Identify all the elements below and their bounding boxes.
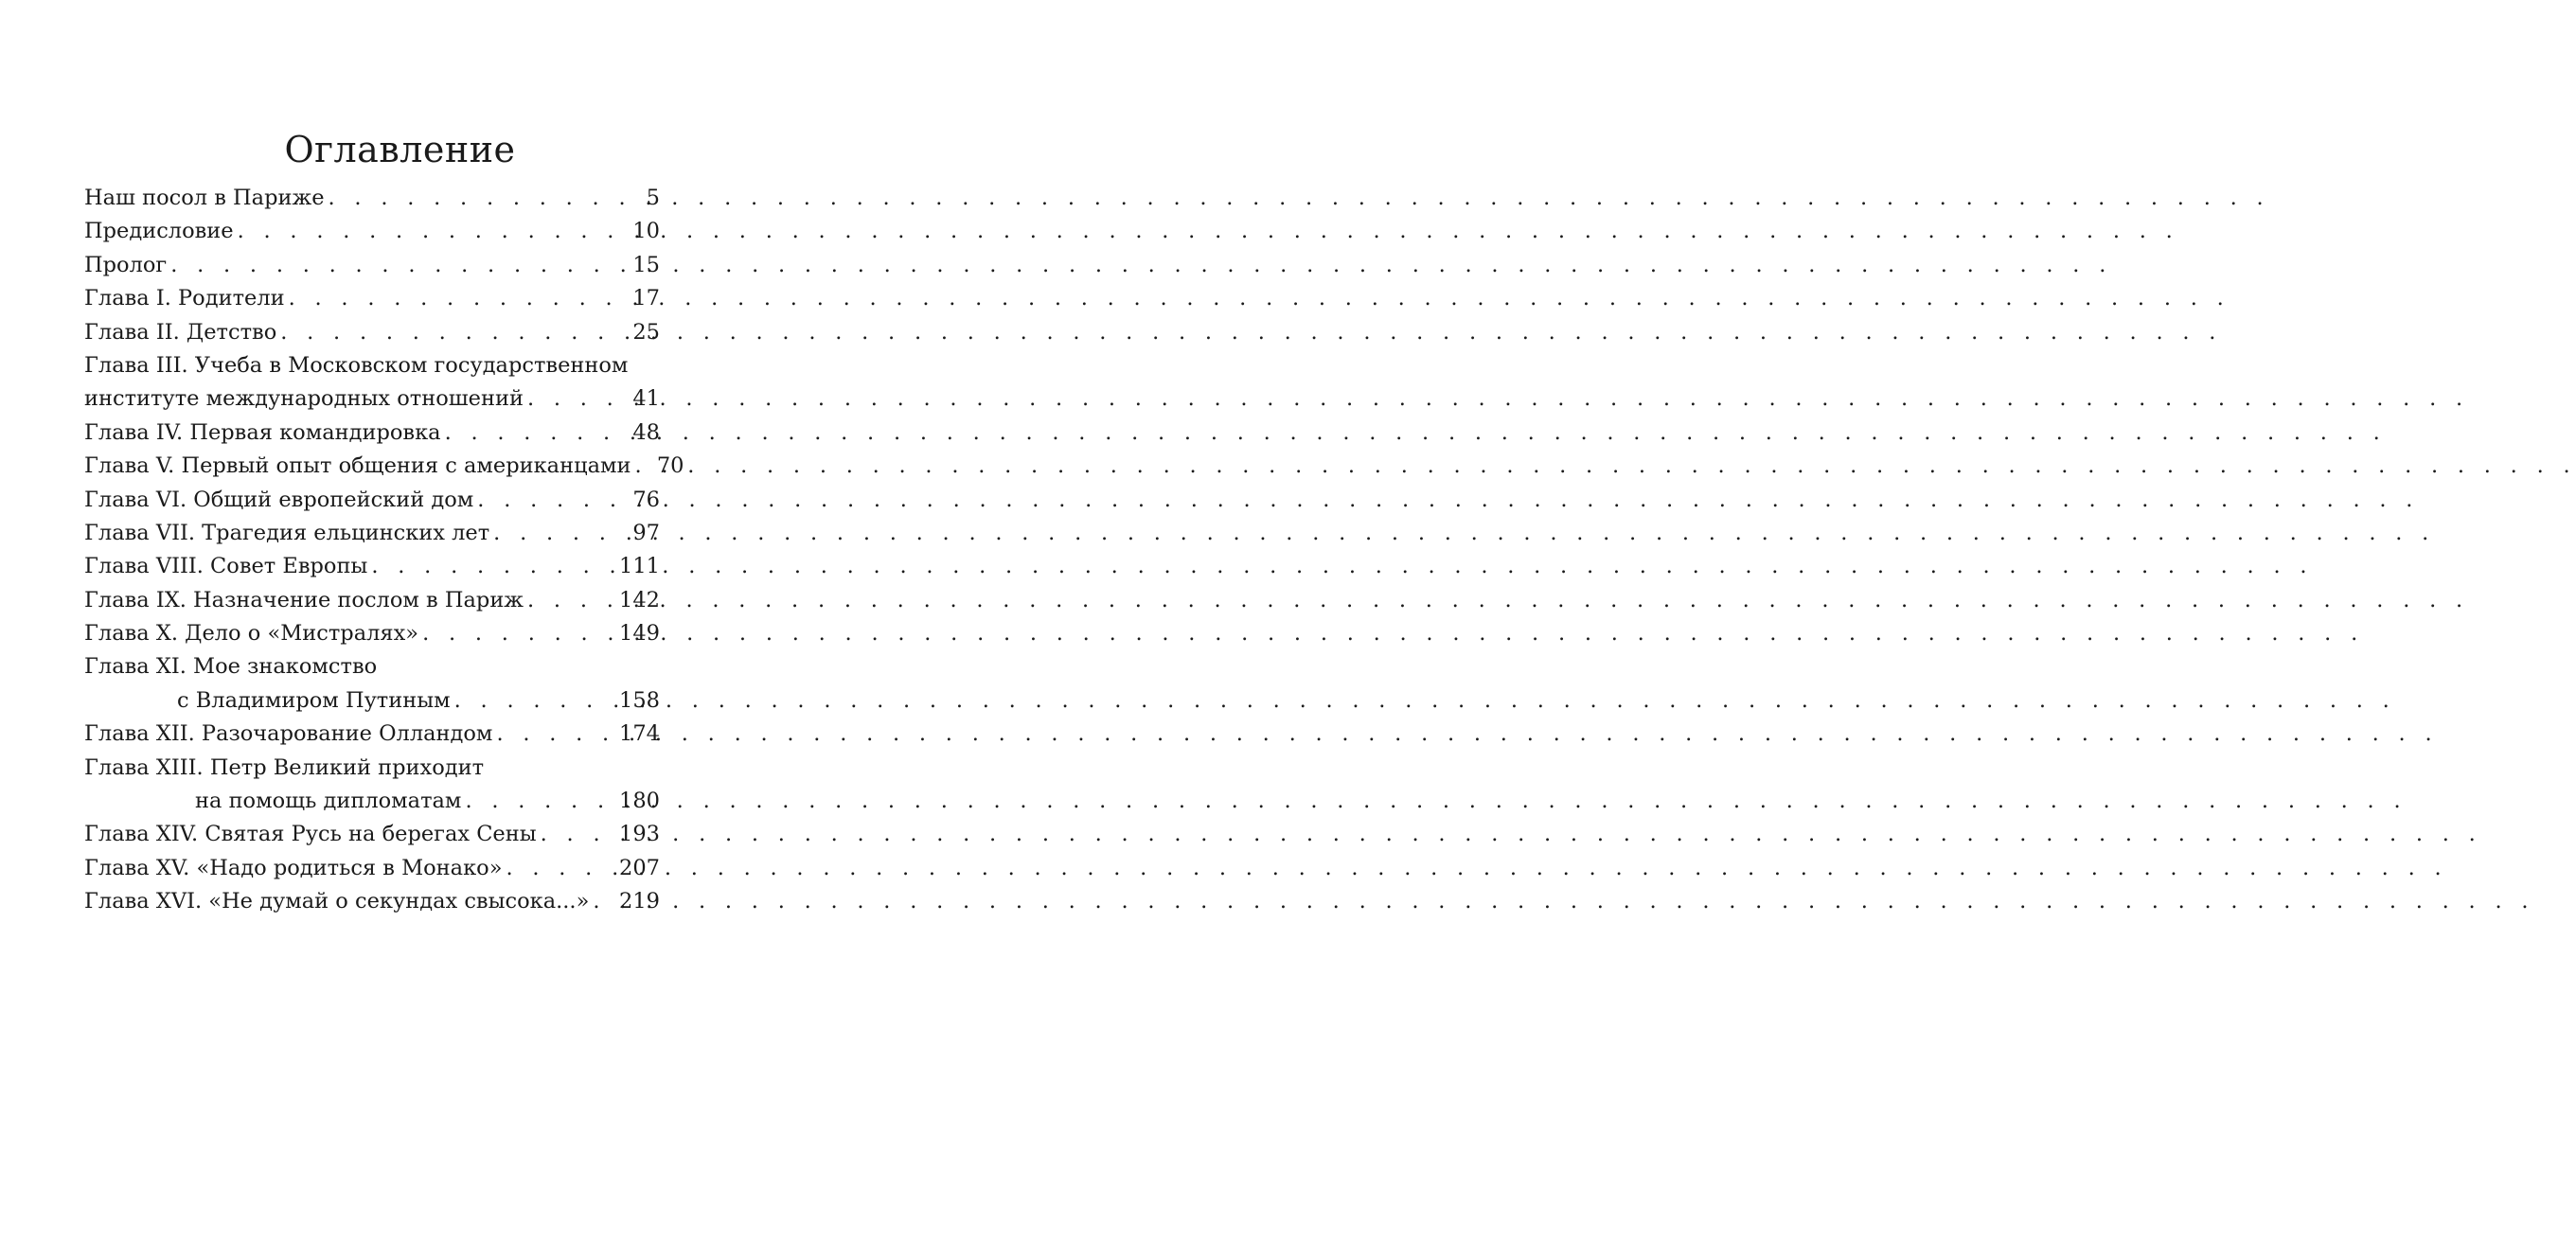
toc-entry-line xyxy=(84,718,660,751)
toc-entry-line xyxy=(84,617,660,650)
toc-entry-line xyxy=(84,484,660,517)
toc-entry-title: Глава XIV. Святая Русь на берегах Сены xyxy=(84,822,537,847)
dot-leader xyxy=(371,550,615,583)
toc-entry-title: Глава IX. Назначение послом в Париж xyxy=(84,587,524,612)
dot-leader xyxy=(329,182,618,215)
dot-leader xyxy=(493,517,618,550)
toc-entry-line xyxy=(84,215,660,248)
toc-page-number: 111 xyxy=(619,554,660,579)
toc-entry xyxy=(84,316,660,349)
toc-page-number: 5 xyxy=(646,186,660,210)
dot-leader xyxy=(289,282,618,315)
book-page xyxy=(0,0,800,1242)
toc-page-number: 97 xyxy=(632,520,660,545)
dot-leader xyxy=(465,785,615,818)
toc-page-number: 149 xyxy=(619,621,660,647)
dot-leader xyxy=(422,617,615,650)
toc-entry xyxy=(84,818,660,851)
toc-entry-title: на помощь дипломатам xyxy=(195,789,462,814)
toc-entry-title: Пролог xyxy=(84,252,168,277)
toc-entry-line-wrapped xyxy=(84,650,660,683)
toc-entry xyxy=(84,852,660,885)
toc-entry xyxy=(84,182,660,215)
toc-entry xyxy=(84,584,660,617)
toc-entry-line xyxy=(84,450,684,483)
toc-entry-line xyxy=(84,182,660,215)
toc-entry-line xyxy=(84,852,660,885)
toc-page-number: 174 xyxy=(619,721,660,747)
dot-leader xyxy=(527,584,615,617)
toc-entry-line xyxy=(84,550,660,583)
dot-leader xyxy=(506,852,615,885)
toc-entry-line xyxy=(84,282,660,315)
toc-entry-title: Глава I. Родители xyxy=(84,286,285,311)
toc-entry-title: Глава II. Детство xyxy=(84,319,277,345)
toc-entry xyxy=(84,617,660,650)
toc-page-number: 193 xyxy=(619,822,660,847)
toc-entry xyxy=(84,885,660,918)
toc-entry-line-wrapped xyxy=(84,752,660,785)
toc-page-number: 158 xyxy=(619,687,660,713)
toc-entry-line xyxy=(84,584,660,617)
toc-entry xyxy=(84,550,660,583)
toc-entry-line xyxy=(84,684,660,718)
toc-entry-line-wrapped xyxy=(84,349,660,382)
toc-entry-line xyxy=(84,316,660,349)
table-of-contents xyxy=(84,182,684,919)
toc-entry-line xyxy=(84,382,660,416)
toc-page-number: 10 xyxy=(632,219,660,244)
dot-leader xyxy=(454,684,615,718)
toc-entry xyxy=(84,249,660,282)
toc-entry xyxy=(84,517,660,550)
dot-leader xyxy=(634,450,642,483)
toc-entry-line xyxy=(84,517,660,550)
dot-leader xyxy=(477,484,618,517)
toc-entry xyxy=(84,349,660,417)
toc-page-number: 48 xyxy=(632,419,660,445)
toc-page-number: 207 xyxy=(619,855,660,880)
dot-leader xyxy=(541,818,615,851)
toc-entry-line xyxy=(84,417,660,450)
toc-page-number: 15 xyxy=(632,252,660,277)
toc-entry-title: Предисловие xyxy=(84,219,234,244)
dot-leader xyxy=(527,382,618,416)
toc-page-number: 41 xyxy=(632,386,660,412)
toc-entry-title: Глава XII. Разочарование Олландом xyxy=(84,721,493,747)
toc-entry-title: Глава IV. Первая командировка xyxy=(84,419,441,445)
toc-page-number: 17 xyxy=(632,286,660,311)
toc-page-number: 142 xyxy=(619,587,660,612)
toc-entry-title: Глава V. Первый опыт общения с американцами xyxy=(84,453,631,479)
toc-entry xyxy=(84,752,660,819)
toc-entry-line xyxy=(84,885,660,918)
dot-leader xyxy=(238,215,618,248)
toc-entry-title: Глава VII. Трагедия ельцинских лет xyxy=(84,520,490,545)
dot-leader xyxy=(170,249,618,282)
page-title: Оглавление xyxy=(284,129,516,170)
toc-entry-line xyxy=(84,818,660,851)
toc-entry xyxy=(84,718,660,751)
toc-page-number: 70 xyxy=(656,453,684,479)
toc-entry-title: институте международных отношений xyxy=(84,386,524,412)
toc-entry-title: Глава XIII. Петр Великий приходит xyxy=(84,754,485,780)
dot-leader xyxy=(593,885,615,918)
toc-entry-title: Глава VIII. Совет Европы xyxy=(84,554,368,579)
toc-entry-title: Глава XI. Мое знакомство xyxy=(84,654,378,680)
toc-entry-title: Глава VI. Общий европейский дом xyxy=(84,487,474,512)
toc-entry-title: Глава III. Учеба в Московском государственном xyxy=(84,352,629,378)
toc-page-number: 219 xyxy=(619,889,660,914)
toc-entry xyxy=(84,417,660,450)
toc-entry xyxy=(84,450,684,483)
toc-entry-line xyxy=(84,249,660,282)
toc-page-number: 180 xyxy=(619,789,660,814)
dot-leader xyxy=(280,316,618,349)
dot-leader xyxy=(445,417,618,450)
toc-page-number: 25 xyxy=(632,319,660,345)
toc-entry-title: Глава XVI. «Не думай о секундах свысока...» xyxy=(84,889,590,914)
toc-entry xyxy=(84,484,660,517)
toc-entry-title: Глава XV. «Надо родиться в Монако» xyxy=(84,855,503,880)
toc-entry xyxy=(84,650,660,718)
toc-page-number: 76 xyxy=(632,487,660,512)
toc-entry-title: Наш посол в Париже xyxy=(84,186,325,210)
toc-entry-line xyxy=(84,785,660,818)
toc-entry-title: с Владимиром Путиным xyxy=(177,687,451,713)
toc-entry xyxy=(84,282,660,315)
toc-entry xyxy=(84,215,660,248)
dot-leader xyxy=(496,718,615,751)
toc-entry-title: Глава X. Дело о «Мистралях» xyxy=(84,621,419,647)
